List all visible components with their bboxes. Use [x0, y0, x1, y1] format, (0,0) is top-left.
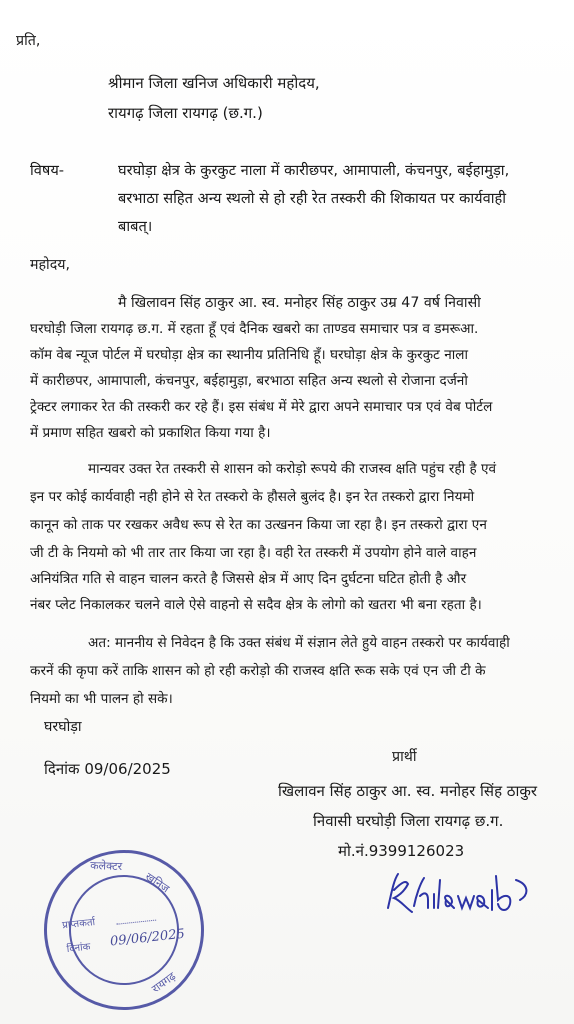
para3-line-1: अत: माननीय से निवेदन है कि उक्त संबंध में संज्ञान लेते हुये वाहन तस्करो पर कार्यवाही [88, 635, 510, 651]
date: दिनांक 09/06/2025 [44, 760, 171, 778]
subject-label: विषय- [30, 162, 65, 179]
applicant-label: प्रार्थी [392, 749, 417, 765]
recipient-line-1: श्रीमान जिला खनिज अधिकारी महोदय, [108, 74, 320, 92]
para1-line-6: में प्रमाण सहित खबरो को प्रकाशित किया गया है। [30, 425, 271, 441]
stamp-receiver-label: प्राप्तकर्ता [61, 917, 96, 932]
stamp-right-text: खनिज [142, 870, 172, 896]
recipient-line-2: रायगढ़ जिला रायगढ़ (छ.ग.) [108, 104, 263, 122]
stamp-handwritten-date: 09/06/2025 [109, 926, 186, 950]
para1-line-4: में कारीछपर, आमापाली, कंचनपुर, बईहामुड़ा, बरभाठा सहित अन्य स्थलो से रोजाना दर्जनो [30, 373, 468, 389]
stamp-top-text: कलेक्टर [89, 858, 123, 874]
subject-line-1: घरघोड़ा क्षेत्र के कुरकुट नाला में कारीछपर, आमापाली, कंचनपुर, बईहामुड़ा, [118, 162, 510, 179]
subject-line-3: बाबत्। [118, 218, 153, 235]
applicant-address: निवासी घरघोड़ी जिला रायगढ़ छ.ग. [313, 812, 504, 830]
stamp-bottom-text: रायगढ़ [149, 969, 179, 996]
para2-line-4: जी टी के नियमो को भी तार तार किया जा रहा है। वही रेत तस्करी में उपयोग होने वाले वाहन [30, 545, 477, 561]
para2-line-3: कानून को ताक पर रखकर अवैध रूप से रेत का उत्खनन किया जा रहा है। इन तस्करो द्वारा एन [30, 517, 487, 533]
para1-line-2: घरघोड़ी जिला रायगढ़ छ.ग. में रहता हूँ एवं दैनिक खबरो का ताण्डव समाचार पत्र व डमरूआ. [30, 321, 479, 337]
office-stamp [36, 842, 212, 1018]
place: घरघोड़ा [44, 719, 82, 735]
salutation-to: प्रति, [16, 33, 41, 49]
signature [380, 860, 540, 930]
greeting: महोदय, [30, 257, 70, 273]
para2-line-6: नंबर प्लेट निकालकर चलने वाले ऐसे वाहनो से सदैव क्षेत्र के लोगो को खतरा भी बना रहता है। [30, 597, 482, 613]
applicant-name: खिलावन सिंह ठाकुर आ. स्व. मनोहर सिंह ठाकुर [278, 782, 538, 800]
para2-line-5: अनियंत्रित गति से वाहन चालन करते है जिससे क्षेत्र में आए दिन दुर्घटना घटित होती है और [30, 571, 467, 587]
para3-line-2: करनें की कृपा करें ताकि शासन को हो रही करोड़ो की राजस्व क्षति रूक सके एवं एन जी टी के [30, 663, 486, 679]
stamp-date-label: दिनांक [66, 941, 91, 956]
subject-line-2: बरभाठा सहित अन्य स्थलो से हो रही रेत तस्करी की शिकायत पर कार्यवाही [118, 190, 507, 207]
para2-line-1: मान्यवर उक्त रेत तस्करी से शासन को करोड़ो रूपये की राजस्व क्षति पहुंच रही है एवं [88, 461, 497, 477]
para3-line-3: नियमो का भी पालन हो सके। [30, 691, 173, 707]
para1-line-1: मै खिलावन सिंह ठाकुर आ. स्व. मनोहर सिंह ठाकुर उम्र 47 वर्ष निवासी [118, 295, 481, 311]
para1-line-3: कॉम वेब न्यूज पोर्टल में घरघोड़ा क्षेत्र का स्थानीय प्रतिनिधि हूँ। घरघोड़ा क्षेत्र के कुरकुट नाला [30, 347, 469, 363]
para1-line-5: ट्रेक्टर लगाकर रेत की तस्करी कर रहे हैं। इस संबंध में मेरे द्वारा अपने समाचार पत्र एवं वेब पोर्टल [30, 399, 493, 415]
applicant-mobile: मो.नं.9399126023 [338, 842, 465, 860]
para2-line-2: इन पर कोई कार्यवाही नही होने से रेत तस्करो के हौसले बुलंद है। इन रेत तस्करो द्वारा नियमो [30, 489, 475, 505]
